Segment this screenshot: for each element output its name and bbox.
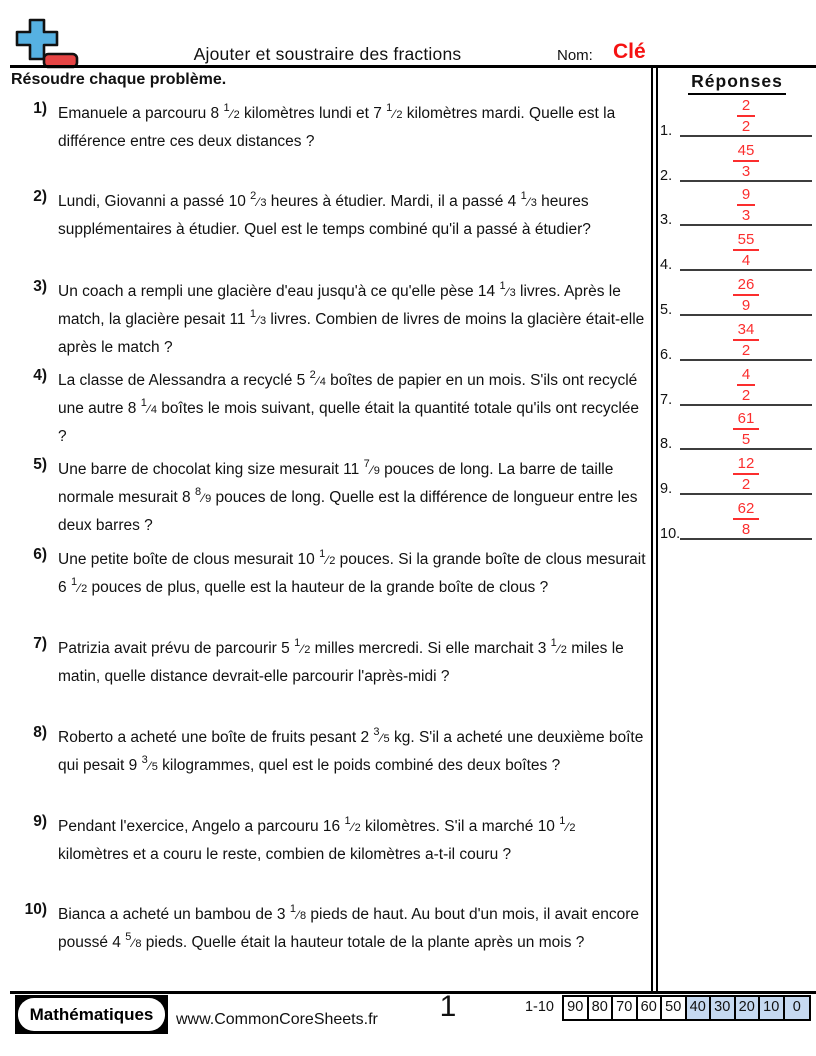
- inline-fraction: $^1$⁄2: [319, 548, 336, 567]
- inline-fraction: $^5$⁄8: [125, 931, 142, 950]
- answer-numerator: 9: [737, 186, 755, 206]
- answer-fraction: [733, 500, 760, 538]
- grade-cell: 0: [785, 997, 810, 1019]
- grade-cell: 10: [760, 997, 785, 1019]
- problem-number: 2): [33, 188, 47, 205]
- answer-denominator: 8: [741, 520, 751, 538]
- answer-row: [658, 226, 816, 274]
- inline-fraction: $^1$⁄3: [249, 308, 267, 327]
- answer-numerator: 2: [737, 97, 755, 117]
- inline-fraction: $^1$⁄2: [70, 576, 88, 595]
- answer-numerator: 55: [733, 231, 760, 251]
- answer-number-label: 4.: [660, 257, 673, 274]
- answer-row: [658, 495, 816, 540]
- answer-fraction-wrap: [680, 231, 812, 269]
- answer-number-label: 6.: [660, 346, 673, 363]
- answer-number-label: 8.: [660, 436, 673, 453]
- grading-scale: [525, 995, 811, 1021]
- answer-row: [658, 137, 816, 182]
- problem-number: 5): [33, 456, 47, 473]
- answer-fraction: [737, 186, 755, 224]
- answer-fraction: [737, 366, 755, 404]
- grade-cell: 20: [736, 997, 761, 1019]
- inline-fraction: $^1$⁄3: [520, 190, 537, 209]
- problem-number: 8): [33, 724, 47, 741]
- answer-number-label: 1.: [660, 122, 673, 139]
- inline-fraction: $^3$⁄5: [141, 754, 158, 773]
- answer-number-label: 2.: [660, 167, 673, 184]
- inline-fraction: $^1$⁄2: [559, 815, 576, 834]
- answer-row: [658, 450, 816, 498]
- inline-fraction: $^1$⁄8: [289, 903, 307, 922]
- grading-scale-cells: [562, 995, 811, 1021]
- answer-row: [658, 361, 816, 406]
- inline-fraction: $^1$⁄2: [294, 637, 311, 656]
- inline-fraction: $^1$⁄3: [499, 280, 516, 299]
- answer-fraction: [733, 321, 760, 359]
- column-divider: [651, 66, 658, 993]
- answer-row: [658, 271, 816, 316]
- problem-number: 4): [33, 367, 47, 384]
- inline-fraction: $^1$⁄2: [223, 102, 240, 121]
- answer-number-label: 5.: [660, 301, 673, 318]
- answer-fraction-wrap: [680, 410, 812, 448]
- answer-row: [658, 92, 816, 137]
- answer-numerator: 62: [733, 500, 760, 520]
- grading-scale-range-label: 1-10: [524, 999, 554, 1015]
- footer-divider: [10, 991, 816, 994]
- answer-denominator: 2: [741, 476, 751, 494]
- answer-fraction-wrap: [680, 97, 812, 135]
- answer-denominator: 3: [741, 162, 751, 180]
- subject-badge-label: Mathématiques: [18, 998, 165, 1031]
- problem-text: Roberto a acheté une boîte de fruits pesant 2 $^3$⁄5 kg. S'il a acheté une deuxième boîte qui pesait 9 $^3$⁄5 kilogrammes, quel est le poids combiné des deux boîtes ?: [58, 726, 644, 774]
- problem-text: Une petite boîte de clous mesurait 10 $^1$⁄2 pouces. Si la grande boîte de clous mesurait 6 $^1$⁄2 pouces de plus, quelle est la hauteur de la grande boîte de clous ?: [58, 548, 646, 596]
- answer-number-label: 7.: [660, 391, 673, 408]
- answer-fraction-wrap: [680, 186, 812, 224]
- problem-number: 7): [33, 635, 47, 652]
- answer-numerator: 45: [733, 142, 760, 162]
- inline-fraction: $^1$⁄2: [550, 637, 567, 656]
- answer-key-label: Clé: [613, 40, 646, 63]
- answer-denominator: 2: [741, 386, 751, 404]
- inline-fraction: $^1$⁄2: [386, 102, 403, 121]
- answer-denominator: 3: [741, 207, 751, 225]
- answer-row: [658, 182, 816, 227]
- instruction-text: Résoudre chaque problème.: [11, 71, 227, 88]
- answer-number-label: 9.: [660, 481, 673, 498]
- answer-numerator: 26: [733, 276, 760, 296]
- grade-cell: 80: [589, 997, 614, 1019]
- subject-badge: [15, 995, 168, 1034]
- name-label: Nom:: [557, 47, 593, 64]
- answers-list: [658, 92, 816, 540]
- answer-denominator: 9: [741, 296, 751, 314]
- problem-text: Lundi, Giovanni a passé 10 $^2$⁄3 heures à étudier. Mardi, il a passé 4 $^1$⁄3 heures supplémentaires à étudier. Quel est le temps combiné qu'il a passé à étudier?: [58, 190, 591, 238]
- answer-fraction-wrap: [680, 455, 812, 493]
- answer-numerator: 4: [737, 366, 755, 386]
- problem-text: La classe de Alessandra a recyclé 5 $^2$⁄4 boîtes de papier en un mois. S'ils ont recyclé une autre 8 $^1$⁄4 boîtes le mois suivant, quelle était la quantité totale qu'ils ont recyclée ?: [58, 369, 640, 445]
- problem-number: 9): [33, 813, 47, 830]
- problem-number: 10): [24, 901, 47, 918]
- answer-number-label: 10.: [660, 525, 681, 542]
- grade-cell: 60: [638, 997, 663, 1019]
- answer-denominator: 4: [741, 252, 751, 270]
- answer-fraction: [733, 142, 760, 180]
- answer-fraction: [737, 97, 755, 135]
- answer-row: [658, 406, 816, 451]
- grade-cell: 90: [564, 997, 589, 1019]
- problem-text: Un coach a rempli une glacière d'eau jusqu'à ce qu'elle pèse 14 $^1$⁄3 livres. Après le match, la glacière pesait 11 $^1$⁄3 livres. Combien de livres de moins la glacière était-elle après le match ?: [58, 280, 645, 356]
- answers-title-text: Réponses: [688, 71, 786, 95]
- answer-fraction: [733, 410, 760, 448]
- answer-row: [658, 316, 816, 361]
- grade-cell: 40: [687, 997, 712, 1019]
- website-link[interactable]: www.CommonCoreSheets.fr: [176, 1011, 378, 1028]
- answer-fraction: [733, 276, 760, 314]
- inline-fraction: $^8$⁄9: [194, 486, 212, 505]
- inline-fraction: $^1$⁄4: [140, 397, 157, 416]
- answer-fraction-wrap: [680, 276, 812, 314]
- problem-number: 6): [33, 546, 47, 563]
- answer-fraction: [733, 231, 760, 269]
- answer-number-label: 3.: [660, 212, 673, 229]
- problem-text: Patrizia avait prévu de parcourir 5 $^1$⁄2 milles mercredi. Si elle marchait 3 $^1$⁄2 miles le matin, quelle distance devrait-elle parcourir l'après-midi ?: [58, 637, 624, 685]
- page-number: 1: [439, 990, 457, 1023]
- answer-numerator: 34: [733, 321, 760, 341]
- answer-fraction-wrap: [680, 366, 812, 404]
- answer-denominator: 2: [741, 117, 751, 135]
- problem-text: Emanuele a parcouru 8 $^1$⁄2 kilomètres lundi et 7 $^1$⁄2 kilomètres mardi. Quelle est la différence entre ces deux distances ?: [58, 102, 616, 150]
- problem-number: 3): [33, 278, 47, 295]
- answer-fraction-wrap: [680, 500, 812, 538]
- answer-denominator: 5: [741, 431, 751, 449]
- answer-numerator: 12: [733, 455, 760, 475]
- inline-fraction: $^7$⁄9: [363, 458, 380, 477]
- answer-fraction: [733, 455, 760, 493]
- grade-cell: 30: [711, 997, 736, 1019]
- inline-fraction: $^2$⁄3: [250, 190, 267, 209]
- answer-numerator: 61: [733, 410, 760, 430]
- answer-fraction-wrap: [680, 142, 812, 180]
- problem-text: Pendant l'exercice, Angelo a parcouru 16 $^1$⁄2 kilomètres. S'il a marché 10 $^1$⁄2 kilomètres et a couru le reste, combien de kilomètres a-t-il couru ?: [58, 815, 576, 863]
- page-title: Ajouter et soustraire des fractions: [193, 44, 462, 64]
- answer-denominator: 2: [741, 341, 751, 359]
- answer-fraction-wrap: [680, 321, 812, 359]
- grade-cell: 70: [613, 997, 638, 1019]
- inline-fraction: $^2$⁄4: [309, 369, 326, 388]
- answer-blank-line: [680, 538, 812, 540]
- problem-number: 1): [33, 100, 47, 117]
- inline-fraction: $^3$⁄5: [373, 726, 390, 745]
- inline-fraction: $^1$⁄2: [344, 815, 361, 834]
- grade-cell: 50: [662, 997, 687, 1019]
- problem-text: Une barre de chocolat king size mesurait 11 $^7$⁄9 pouces de long. La barre de taille normale mesurait 8 $^8$⁄9 pouces de long. Quelle est la différence de longueur entre les deux barres ?: [58, 458, 638, 534]
- problem-text: Bianca a acheté un bambou de 3 $^1$⁄8 pieds de haut. Au bout d'un mois, il avait encore poussé 4 $^5$⁄8 pieds. Quelle était la hauteur totale de la plante après un mois ?: [58, 903, 640, 951]
